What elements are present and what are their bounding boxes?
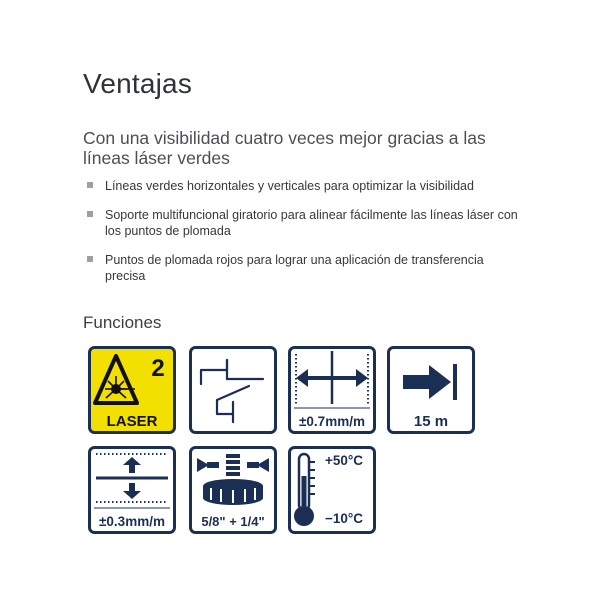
functions-title: Funciones (83, 313, 162, 332)
leveling-accuracy-label: ±0.7mm/m (299, 414, 365, 429)
bullet-square-icon (87, 211, 93, 217)
tripod-thread-icon (189, 446, 277, 534)
plumb-accuracy-label: ±0.3mm/m (99, 514, 165, 529)
list-item (87, 178, 527, 194)
rotating-mount-icon (189, 346, 277, 434)
plumb-accuracy-icon (88, 446, 176, 534)
bullet-text: Soporte multifuncional giratorio para alinear fácilmente las líneas láser con los puntos de plomada (105, 208, 518, 238)
bullet-square-icon (87, 256, 93, 262)
title: Ventajas (83, 68, 193, 99)
temperature-range-icon (288, 446, 376, 534)
list-item (87, 252, 527, 284)
subtitle: Con una visibilidad cuatro veces mejor gracias a las líneas láser verdes (83, 128, 486, 168)
temperature-min: −10°C (324, 511, 364, 526)
laser-label: LASER (106, 413, 158, 430)
bullet-square-icon (87, 182, 93, 188)
range-label: 15 m (413, 413, 449, 430)
bullet-text: Líneas verdes horizontales y verticales para optimizar la visibilidad (105, 179, 474, 193)
bullet-list (87, 178, 527, 297)
bullet-text: Puntos de plomada rojos para lograr una aplicación de transferencia precisa (105, 253, 484, 283)
laser-class-2-icon (88, 346, 176, 434)
leveling-accuracy-icon (288, 346, 376, 434)
laser-class-number: 2 (151, 355, 165, 382)
temperature-max: +50°C (324, 453, 364, 468)
list-item (87, 207, 527, 239)
thread-label: 5/8" + 1/4" (201, 514, 265, 529)
working-range-icon (387, 346, 475, 434)
